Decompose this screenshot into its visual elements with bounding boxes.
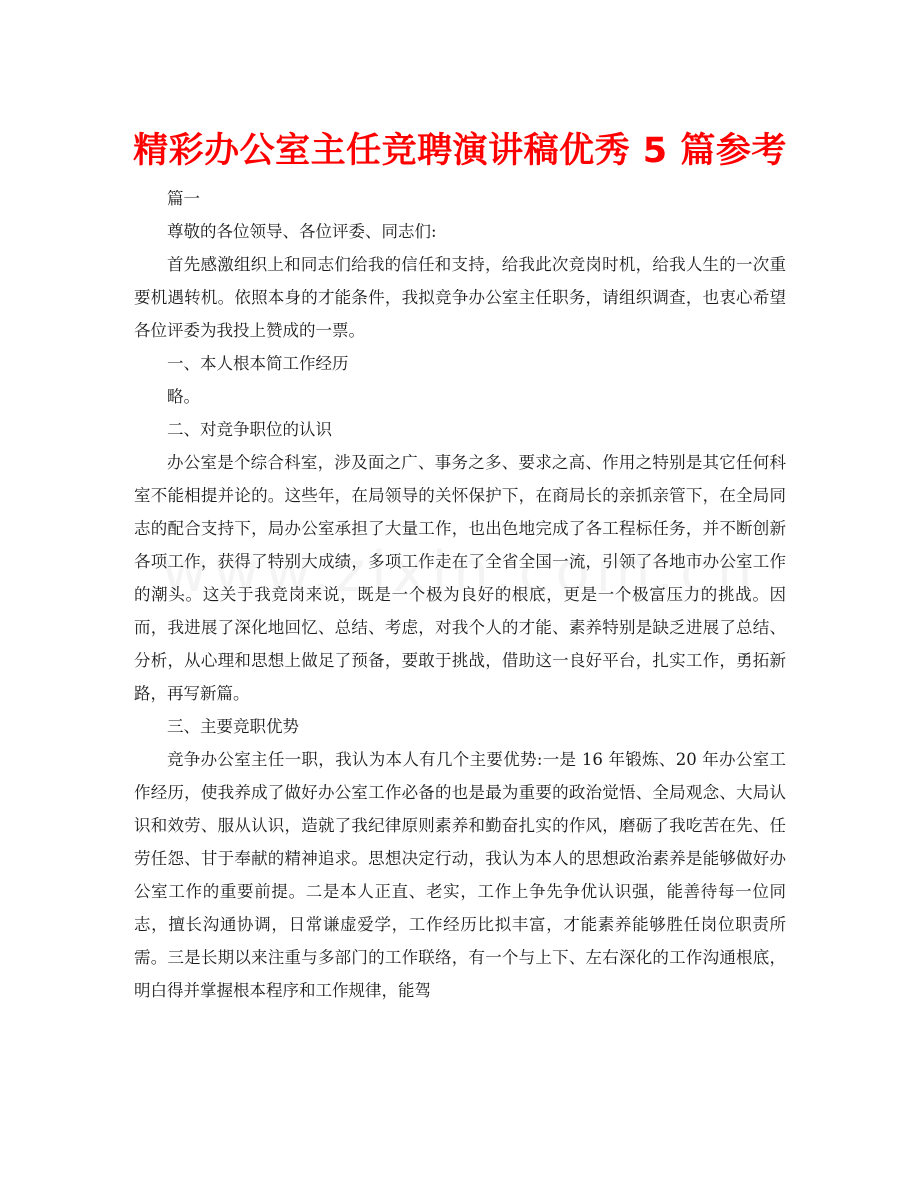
body-paragraph: 竞争办公室主任一职，我认为本人有几个主要优势:一是 16 年锻炼、20 年办公室工作经历，使我养成了做好办公室工作必备的也是最为重要的政治觉悟、全局观念、大局认识和效劳、服从认识，造就了我纪律原则素养和勤奋扎实的作风，磨砺了我吃苦在先、任劳任怨、甘于奉献的精神追求。思想决定行动，我认为本人的思想政治素养是能够做好办公室工作的重要前提。二是本人正直、老实，工作上争先争优认识强，能善待每一位同志，擅长沟通协调，日常谦虚爱学，工作经历比拟丰富，才能素养能够胜任岗位职责所需。三是长期以来注重与多部门的工作联络，有一个与上下、左右深化的工作沟通根底，明白得并掌握根本程序和工作规律，能驾 bbox=[134, 750, 786, 1000]
salutation: 尊敬的各位领导、各位评委、同志们: bbox=[167, 222, 437, 241]
section-heading-pian-yi: 篇一 bbox=[167, 189, 200, 208]
document-title: 精彩办公室主任竞聘演讲稿优秀 5 篇参考 bbox=[133, 131, 787, 171]
section-heading-3: 三、主要竞职优势 bbox=[167, 717, 299, 736]
document-body bbox=[134, 182, 786, 1007]
body-paragraph: 首先感激组织上和同志们给我的信任和支持，给我此次竞岗时机，给我人生的一次重要机遇转机。依照本身的才能条件，我拟竞争办公室主任职务，请组织调查，也衷心希望各位评委为我投上赞成的一票。 bbox=[134, 255, 786, 340]
section-heading-2: 二、对竞争职位的认识 bbox=[167, 420, 332, 439]
body-paragraph: 略。 bbox=[167, 387, 200, 406]
section-heading-1: 一、本人根本简工作经历 bbox=[167, 354, 349, 373]
body-paragraph: 办公室是个综合科室，涉及面之广、事务之多、要求之高、作用之特别是其它任何科室不能相提并论的。这些年，在局领导的关怀保护下，在商局长的亲抓亲管下，在全局同志的配合支持下，局办公室承担了大量工作，也出色地完成了各工程标任务，并不断创新各项工作，获得了特别大成绩，多项工作走在了全省全国一流，引领了各地市办公室工作的潮头。这关于我竞岗来说，既是一个极为良好的根底，更是一个极富压力的挑战。因而，我进展了深化地回忆、总结、考虑，对我个人的才能、素养特别是缺乏进展了总结、分析，从心理和思想上做足了预备，要敢于挑战，借助这一良好平台，扎实工作，勇拓新路，再写新篇。 bbox=[134, 453, 786, 703]
